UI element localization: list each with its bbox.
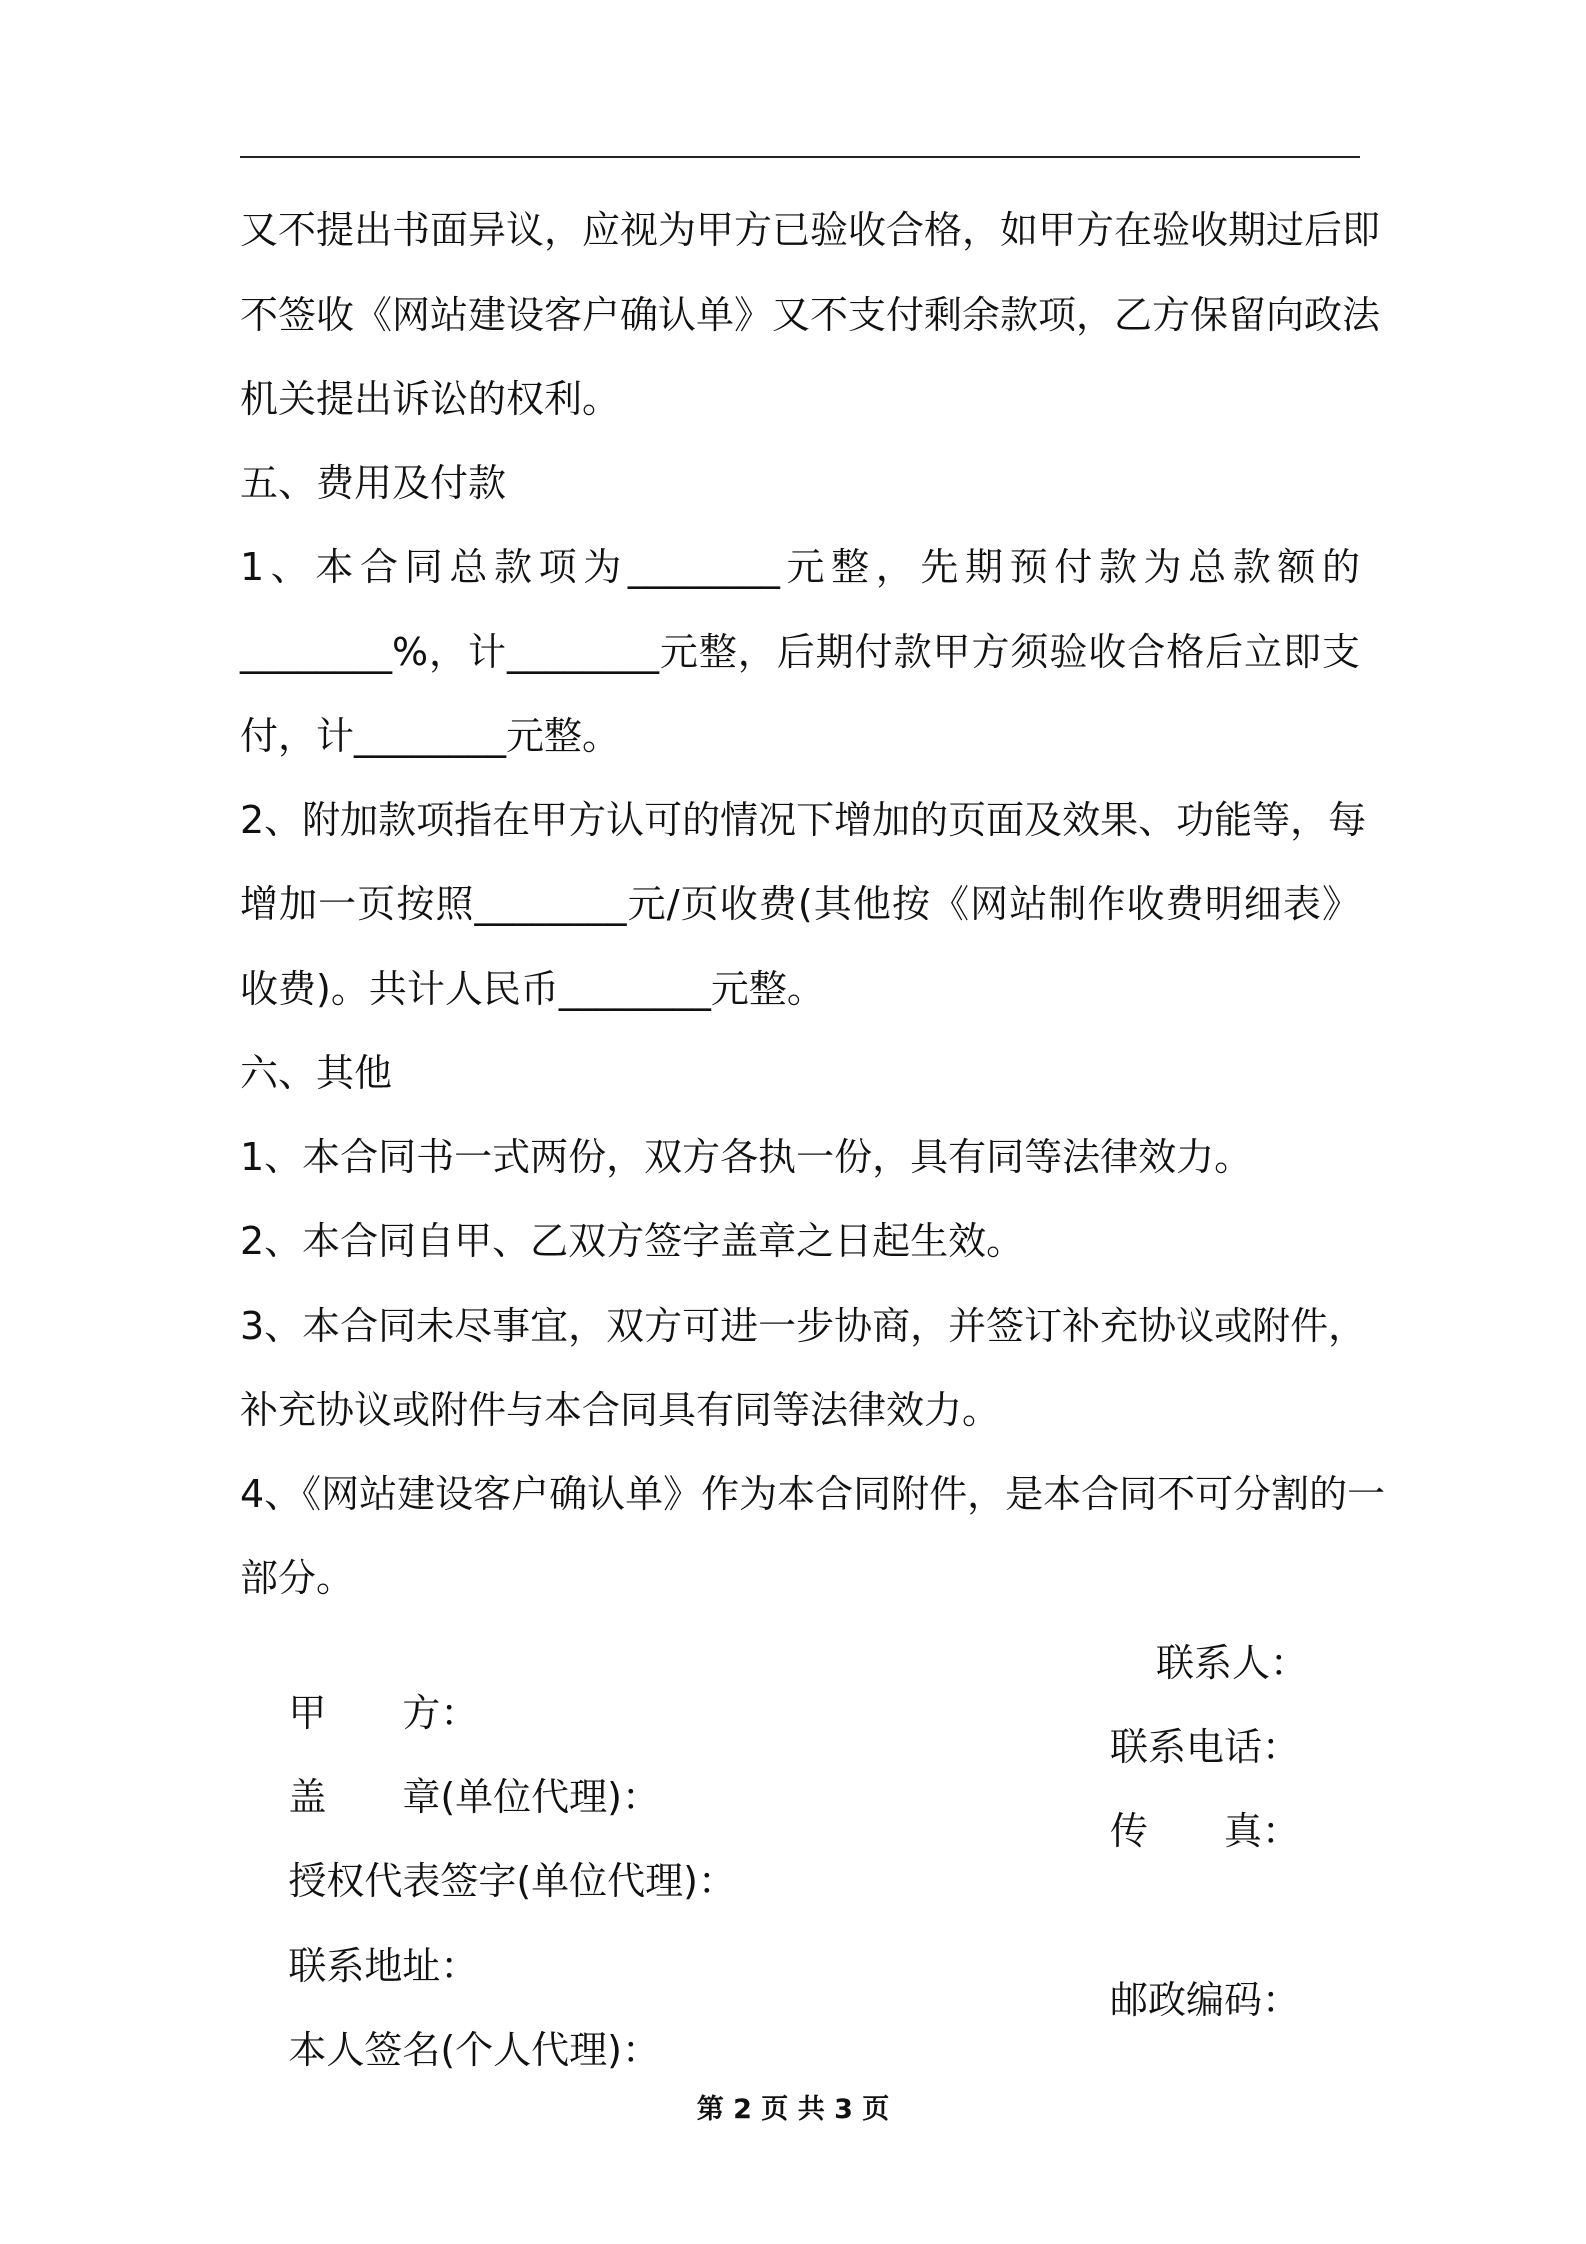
postal-code-label: 邮政编码： <box>1109 1978 1300 2022</box>
body-line: 不签收《网站建设客户确认单》又不支付剩余款项，乙方保留向政法 <box>240 293 1381 337</box>
body-line: 增加一页按照________元/页收费(其他按《网站制作收费明细表》 <box>240 882 1360 926</box>
body-line: 部分。 <box>240 1556 355 1600</box>
body-line: 补充协议或附件与本合同具有同等法律效力。 <box>240 1388 1001 1432</box>
body-line: 1、本合同书一式两份，双方各执一份，具有同等法律效力。 <box>240 1135 1253 1179</box>
authorized-sign-label: 授权代表签字(单位代理)： <box>288 1859 736 1903</box>
personal-sign-label: 本人签名(个人代理)： <box>288 2028 660 2072</box>
contact-person-label: 联系人： <box>1155 1641 1308 1685</box>
body-line: 付，计________元整。 <box>240 714 621 758</box>
body-line: 收费)。共计人民币________元整。 <box>240 967 825 1011</box>
signature-row <box>240 1975 1360 2175</box>
body-line: 4、《网站建设客户确认单》作为本合同附件，是本合同不可分割的一 <box>240 1472 1386 1516</box>
body-line: ________%，计________元整，后期付款甲方须验收合格后立即支 <box>240 630 1360 674</box>
body-line: 2、附加款项指在甲方认可的情况下增加的页面及效果、功能等，每 <box>240 798 1367 842</box>
section-heading-other: 六、其他 <box>240 1051 393 1095</box>
body-line: 机关提出诉讼的权利。 <box>240 377 621 421</box>
body-line: 2、本合同自甲、乙双方签字盖章之日起生效。 <box>240 1219 1025 1263</box>
fax-label: 传 真： <box>1109 1809 1300 1853</box>
contact-phone-label: 联系电话： <box>1109 1725 1300 1769</box>
body-line: 1、本合同总款项为________元整，先期预付款为总款额的 <box>240 545 1360 589</box>
header-rule <box>240 156 1360 158</box>
seal-label: 盖 章(单位代理)： <box>288 1775 660 1819</box>
party-a-label: 甲 方： <box>288 1691 479 1735</box>
address-label: 联系地址： <box>288 1944 479 1988</box>
body-line: 3、本合同未尽事宜，双方可进一步协商，并签订补充协议或附件， <box>240 1304 1367 1348</box>
page-indicator: 第 2 页 共 3 页 <box>696 2094 890 2125</box>
section-heading-fees: 五、费用及付款 <box>240 461 507 505</box>
body-line: 又不提出书面异议，应视为甲方已验收合格，如甲方在验收期过后即 <box>240 208 1381 252</box>
